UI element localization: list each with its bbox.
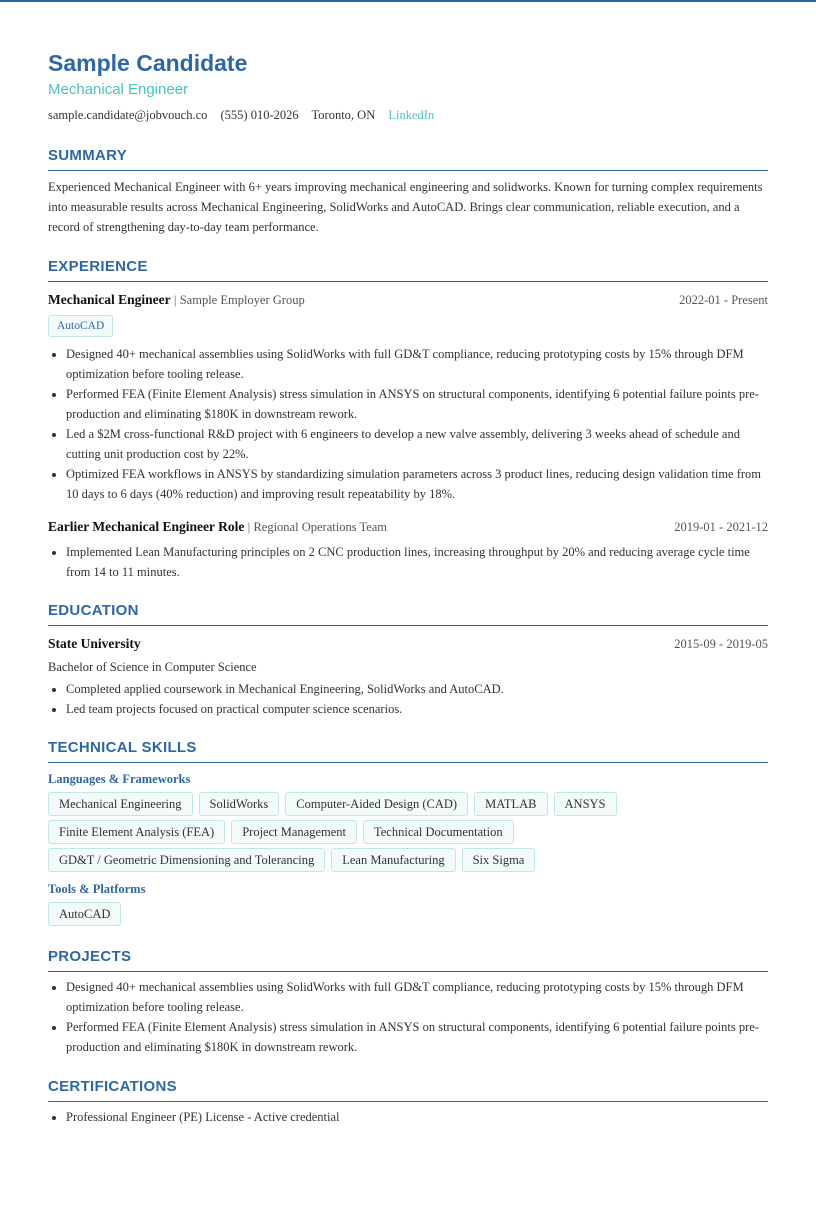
job-tag: AutoCAD — [48, 315, 113, 337]
contact-line — [48, 106, 768, 124]
certifications-section — [48, 1078, 768, 1127]
skill-chip: Technical Documentation — [363, 820, 514, 844]
candidate-name: Sample Candidate — [48, 50, 248, 76]
projects-bullets — [48, 977, 768, 1057]
tool-chip: AutoCAD — [48, 902, 121, 926]
job-title: Mechanical Engineer — [48, 292, 171, 307]
skill-chip: Finite Element Analysis (FEA) — [48, 820, 225, 844]
job-separator: | — [170, 292, 180, 307]
tools-group-label: Tools & Platforms — [48, 882, 146, 896]
job-employer: Regional Operations Team — [253, 520, 388, 534]
job-employer: Sample Employer Group — [179, 293, 305, 307]
project-bullet: • Designed 40+ mechanical assemblies using SolidWorks with full GD&T compliance, reducing prototyping costs by 15% through DFM optimization before tooling release. — [66, 977, 768, 1017]
certifications-heading: CERTIFICATIONS — [48, 1078, 768, 1102]
job-bullets — [48, 344, 768, 504]
summary-section — [48, 147, 768, 237]
education-bullet: • Led team projects focused on practical computer science scenarios. — [66, 699, 768, 719]
projects-section — [48, 948, 768, 1057]
job-bullet: • Implemented Lean Manufacturing principles on 2 CNC production lines, increasing throughput by 20% and reducing average cycle time from 14 to 11 minutes. — [66, 542, 768, 582]
skill-chip: MATLAB — [474, 792, 547, 816]
job-date: 2019-01 - 2021-12 — [674, 520, 768, 534]
education-date: 2015-09 - 2019-05 — [674, 637, 768, 651]
summary-text: Experienced Mechanical Engineer with 6+ years improving mechanical engineering and solidworks. Known for turning complex requirements into measurable results across Mechanical Engineering, SolidWorks and AutoCAD. Brings clear communication, reliable execution, and a record of strengthening day-to-day team performance. — [48, 180, 763, 234]
tools-chips — [48, 902, 768, 926]
contact-phone: (555) 010-2026 — [220, 108, 299, 122]
skill-chip: Project Management — [231, 820, 357, 844]
skills-chips — [48, 792, 768, 872]
job-bullet: • Designed 40+ mechanical assemblies using SolidWorks with full GD&T compliance, reducing prototyping costs by 15% through DFM optimization before tooling release. — [66, 344, 768, 384]
job-bullet: • Optimized FEA workflows in ANSYS by standardizing simulation parameters across 3 product lines, reducing design validation time from 10 days to 6 days (40% reduction) and improving result repeatability by 18%. — [66, 464, 768, 504]
job-separator: | — [244, 519, 254, 534]
education-bullets — [48, 679, 768, 719]
school-name: State University — [48, 636, 141, 651]
skill-chip: Six Sigma — [462, 848, 536, 872]
education-header — [48, 635, 768, 653]
job-header — [48, 518, 768, 536]
project-bullet: • Performed FEA (Finite Element Analysis) stress simulation in ANSYS on structural components, identifying 6 potential failure points pre-production and eliminating $180K in downstream rework. — [66, 1017, 768, 1057]
job-bullets — [48, 542, 768, 582]
education-heading: EDUCATION — [48, 602, 768, 626]
experience-section — [48, 258, 768, 582]
skill-chip: GD&T / Geometric Dimensioning and Tolerancing — [48, 848, 325, 872]
certifications-bullets — [48, 1107, 768, 1127]
resume-page — [48, 48, 768, 1127]
job-date: 2022-01 - Present — [679, 293, 768, 307]
summary-heading: SUMMARY — [48, 147, 768, 171]
experience-heading: EXPERIENCE — [48, 258, 768, 282]
certification-bullet: • Professional Engineer (PE) License - Active credential — [66, 1107, 768, 1127]
skill-chip: SolidWorks — [199, 792, 280, 816]
education-section — [48, 602, 768, 719]
skill-chip: ANSYS — [554, 792, 617, 816]
contact-location: Toronto, ON — [311, 108, 376, 122]
job-title: Earlier Mechanical Engineer Role — [48, 519, 245, 534]
linkedin-link[interactable]: LinkedIn — [388, 108, 435, 122]
contact-email[interactable]: sample.candidate@jobvouch.co — [48, 108, 208, 122]
degree: Bachelor of Science in Computer Science — [48, 660, 257, 674]
skill-chip: Lean Manufacturing — [331, 848, 455, 872]
skills-heading: TECHNICAL SKILLS — [48, 739, 768, 763]
skills-group-label: Languages & Frameworks — [48, 772, 191, 786]
skill-chip: Mechanical Engineering — [48, 792, 193, 816]
projects-heading: PROJECTS — [48, 948, 768, 972]
education-bullet: • Completed applied coursework in Mechanical Engineering, SolidWorks and AutoCAD. — [66, 679, 768, 699]
skill-chip: Computer-Aided Design (CAD) — [285, 792, 468, 816]
job-entry — [48, 518, 768, 582]
candidate-title: Mechanical Engineer — [48, 81, 189, 98]
job-header — [48, 291, 768, 309]
skills-section — [48, 739, 768, 926]
job-bullet: • Led a $2M cross-functional R&D project with 6 engineers to develop a new valve assembly, delivering 3 weeks ahead of schedule and cutting unit production cost by 22%. — [66, 424, 768, 464]
job-bullet: • Performed FEA (Finite Element Analysis) stress simulation in ANSYS on structural components, identifying 6 potential failure points pre-production and eliminating $180K in downstream rework. — [66, 384, 768, 424]
job-entry — [48, 291, 768, 504]
